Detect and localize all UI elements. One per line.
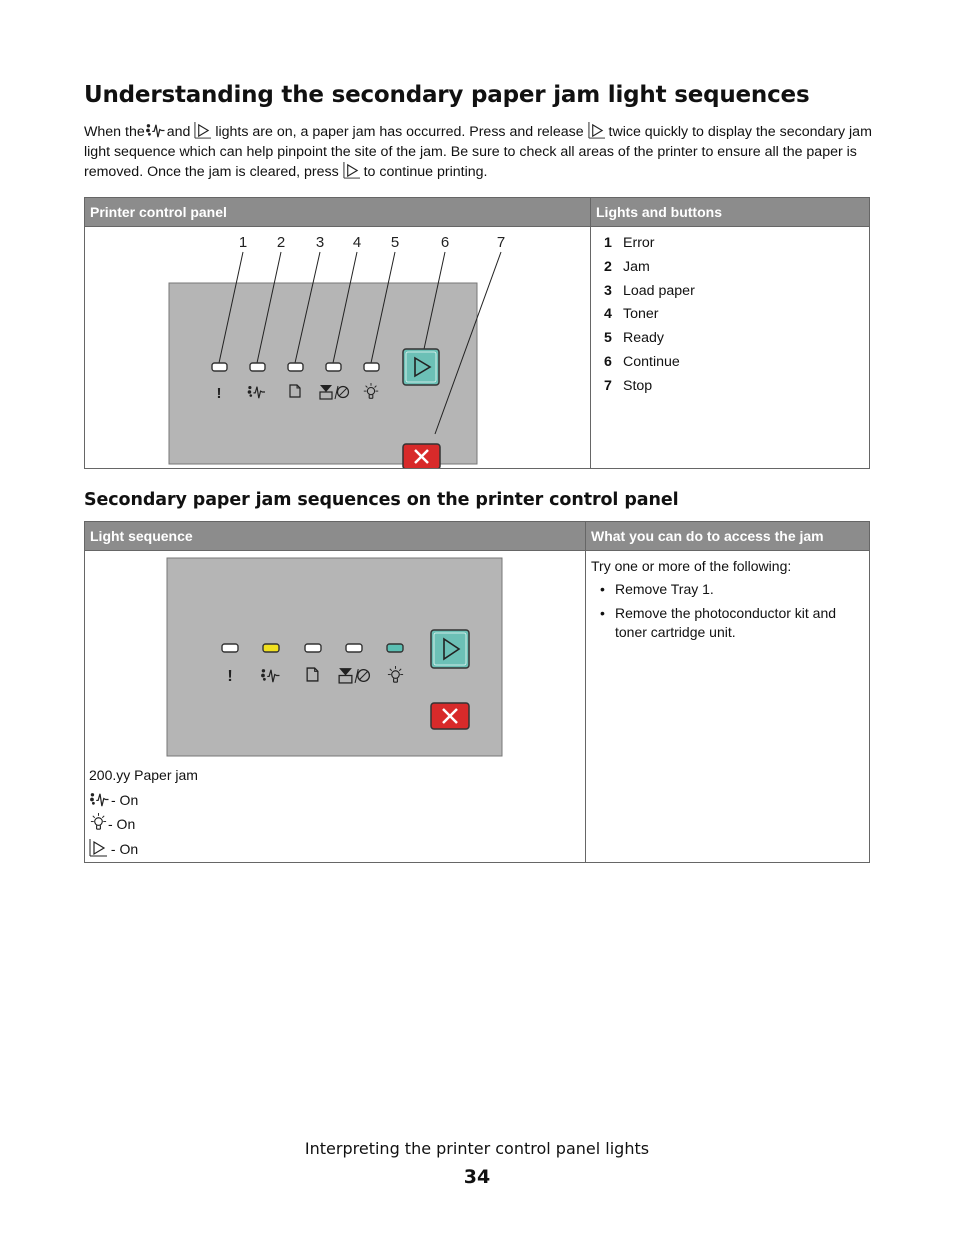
error-light [212,363,227,371]
printer-panel-diagram [85,227,589,468]
toner-light [346,644,362,652]
callout-5: 5 [390,234,400,251]
jam-sequence-table [84,521,870,863]
error-icon: ! [227,668,233,685]
callout-7: 7 [496,234,506,251]
legend-item: 4 Toner [604,306,659,323]
intro-text-1: When the [84,124,145,140]
jam-light [263,644,279,652]
ready-light [364,363,379,371]
continue-icon [588,122,605,139]
lights-and-buttons-cell [591,227,870,469]
intro-text-3: lights are on, a paper jam has occurred. Press and release [215,124,584,140]
column-header-printer-control-panel: Printer control panel [85,198,591,227]
column-header-lights-and-buttons: Lights and buttons [591,198,870,227]
ready-icon [89,813,108,832]
status-line-continue: - On [85,837,580,862]
intro-text-5: to continue printing. [363,164,488,180]
jam-light [250,363,265,371]
intro-text-4: twice quickly to display the secondary jam light sequence which can help pinpoint the site of the jam. Be sure to check all areas of the printer to ensure all the paper is removed. Once the jam is cleared, press [84,124,872,180]
list-item: • Remove Tray 1. [591,580,869,599]
control-panel-table [84,197,870,469]
light-sequence-diagram [85,551,585,763]
callout-3: 3 [315,234,325,251]
list-item: • Remove the photoconductor kit and toner cartridge unit. [591,604,869,642]
access-jam-cell [586,551,870,863]
action-intro: Try one or more of the following: [591,558,792,574]
ready-light [387,644,403,652]
legend-item: 1 Error [604,235,655,251]
legend-item: 7 Stop [604,377,653,394]
action-list [591,580,869,642]
continue-icon [89,839,107,857]
legend-item: 6 Continue [604,353,680,370]
page-title: Understanding the secondary paper jam light sequences [84,82,810,108]
legend-item: 2 Jam [604,258,650,275]
callout-6: 6 [440,234,450,251]
page-number: 34 [463,1166,491,1188]
status-line-ready: - On [85,812,580,837]
jam-icon [89,791,111,808]
light-sequence-description [85,763,580,861]
callout-2: 2 [276,234,286,251]
load-paper-light [305,644,321,652]
error-icon: ! [216,385,222,402]
light-sequence-cell [85,551,586,863]
lights-legend [591,227,869,401]
error-light [222,644,238,652]
status-line-jam: - On [85,788,580,813]
stop-button[interactable] [431,703,469,729]
section-subheading: Secondary paper jam sequences on the printer control panel [84,490,679,510]
column-header-access-the-jam: What you can do to access the jam [586,522,870,551]
legend-item: 5 Ready [604,330,665,347]
continue-button[interactable] [431,630,469,668]
continue-icon [194,122,211,139]
load-paper-light [288,363,303,371]
intro-paragraph [84,122,874,182]
intro-text-2: and [166,124,191,140]
continue-icon [343,162,360,179]
toner-light [326,363,341,371]
footer-section-title: Interpreting the printer control panel lights [304,1139,650,1158]
printer-panel-cell [85,227,591,469]
legend-item: 3 Load paper [604,282,695,299]
stop-button[interactable] [403,444,440,468]
column-header-light-sequence: Light sequence [85,522,586,551]
callout-1: 1 [238,234,248,251]
error-code-label: 200.yy Paper jam [89,767,198,783]
continue-button[interactable] [403,349,439,385]
jam-icon [145,122,167,139]
callout-4: 4 [352,234,362,251]
